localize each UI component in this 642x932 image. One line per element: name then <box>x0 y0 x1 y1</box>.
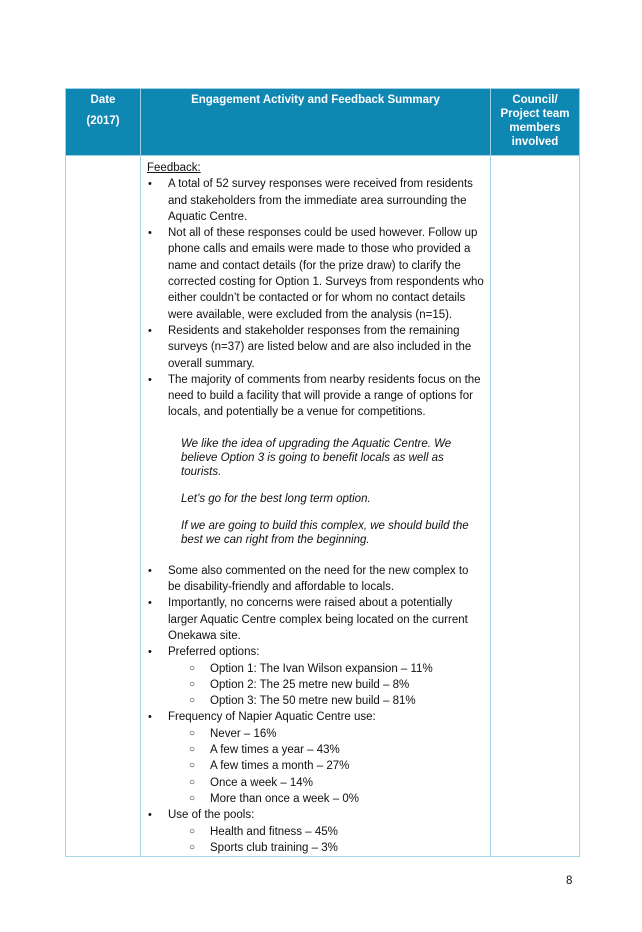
frequency-text: Once a week – 14% <box>210 776 313 789</box>
summary-cell <box>141 156 491 857</box>
list-item <box>189 726 484 742</box>
council-cell <box>491 156 580 857</box>
list-item <box>147 176 484 225</box>
resident-quotes <box>181 437 484 547</box>
bullet-icon: • <box>148 324 152 337</box>
feedback-bullets-bottom <box>147 563 484 856</box>
circle-bullet-icon: ○ <box>189 776 196 788</box>
date-column-header <box>66 89 141 156</box>
circle-bullet-icon: ○ <box>189 695 196 707</box>
use-of-pools-label: Use of the pools: <box>168 809 255 822</box>
list-item <box>189 677 484 693</box>
quote-text: Let’s go for the best long term option. <box>181 492 371 505</box>
option-text: Option 1: The Ivan Wilson expansion – 11% <box>210 662 433 675</box>
frequency-text: Never – 16% <box>210 727 277 740</box>
preferred-options-list <box>168 661 484 710</box>
option-text: Option 3: The 50 metre new build – 81% <box>210 695 416 708</box>
date-cell <box>66 156 141 857</box>
list-item <box>189 742 484 758</box>
circle-bullet-icon: ○ <box>189 841 196 853</box>
activity-column-header: Engagement Activity and Feedback Summary <box>141 89 491 156</box>
bullet-icon: • <box>148 373 152 386</box>
page-number: 8 <box>566 875 573 887</box>
list-item <box>147 563 484 596</box>
bullet-text: Some also commented on the need for the new complex to be disability-friendly and affordable to locals. <box>168 564 469 594</box>
quote-text: We like the idea of upgrading the Aquatic Centre. We believe Option 3 is going to benefit locals as well as tourists. <box>181 437 452 478</box>
frequency-list <box>168 726 484 807</box>
engagement-table <box>65 88 580 857</box>
list-item <box>189 824 484 840</box>
bullet-icon: • <box>148 227 152 240</box>
frequency-text: More than once a week – 0% <box>210 792 359 805</box>
list-item <box>147 709 484 807</box>
list-item <box>189 661 484 677</box>
circle-bullet-icon: ○ <box>189 727 196 739</box>
feedback-bullets-top <box>147 176 484 420</box>
use-text: Health and fitness – 45% <box>210 825 338 838</box>
circle-bullet-icon: ○ <box>189 825 196 837</box>
frequency-text: A few times a month – 27% <box>210 760 350 773</box>
list-item <box>189 840 484 856</box>
feedback-label: Feedback: <box>147 162 201 174</box>
council-column-header: Council/ Project team members involved <box>491 89 580 156</box>
bullet-icon: • <box>148 711 152 724</box>
preferred-options-label: Preferred options: <box>168 646 260 659</box>
list-item <box>147 323 484 372</box>
bullet-icon: • <box>148 597 152 610</box>
circle-bullet-icon: ○ <box>189 760 196 772</box>
list-item <box>189 758 484 774</box>
circle-bullet-icon: ○ <box>189 678 196 690</box>
circle-bullet-icon: ○ <box>189 662 196 674</box>
list-item <box>147 644 484 709</box>
list-item <box>147 372 484 421</box>
bullet-text: Not all of these responses could be used however. Follow up phone calls and emails were made to those who provided a name and contact details (for the prize draw) to clarify the corrected costing for Option 1. Surveys from respondents who either couldn’t be contacted or for whom no contact details were available, were excluded from the analysis (n=15). <box>168 227 484 321</box>
date-header-year: (2017) <box>86 115 120 127</box>
bullet-text: A total of 52 survey responses were received from residents and stakeholders from the immediate area surrounding the Aquatic Centre. <box>168 178 473 223</box>
list-item <box>189 791 484 807</box>
bullet-icon: • <box>148 809 152 822</box>
circle-bullet-icon: ○ <box>189 792 196 804</box>
bullet-text: Residents and stakeholder responses from the remaining surveys (n=37) are listed below and are also included in the overall summary. <box>168 324 472 370</box>
use-text: Sports club training – 3% <box>210 841 338 854</box>
circle-bullet-icon: ○ <box>189 744 196 756</box>
use-of-pools-list <box>168 824 484 857</box>
list-item <box>189 693 484 709</box>
date-header-label: Date <box>90 94 116 106</box>
list-item <box>147 595 484 644</box>
list-item <box>147 807 484 856</box>
bullet-text: The majority of comments from nearby residents focus on the need to build a facility that will provide a range of options for locals, and potentially be a venue for competitions. <box>168 373 481 419</box>
table-header-row <box>66 89 580 156</box>
quote-text: If we are going to build this complex, we should build the best we can right from the beginning. <box>181 519 469 546</box>
frequency-text: A few times a year – 43% <box>210 744 340 757</box>
bullet-icon: • <box>148 178 152 191</box>
list-item <box>189 775 484 791</box>
list-item <box>147 225 484 323</box>
bullet-icon: • <box>148 564 152 577</box>
frequency-label: Frequency of Napier Aquatic Centre use: <box>168 711 376 724</box>
option-text: Option 2: The 25 metre new build – 8% <box>210 678 410 691</box>
bullet-icon: • <box>148 646 152 659</box>
table-row <box>66 156 580 857</box>
bullet-text: Importantly, no concerns were raised about a potentially larger Aquatic Centre complex being located on the current Onekawa site. <box>168 597 468 642</box>
